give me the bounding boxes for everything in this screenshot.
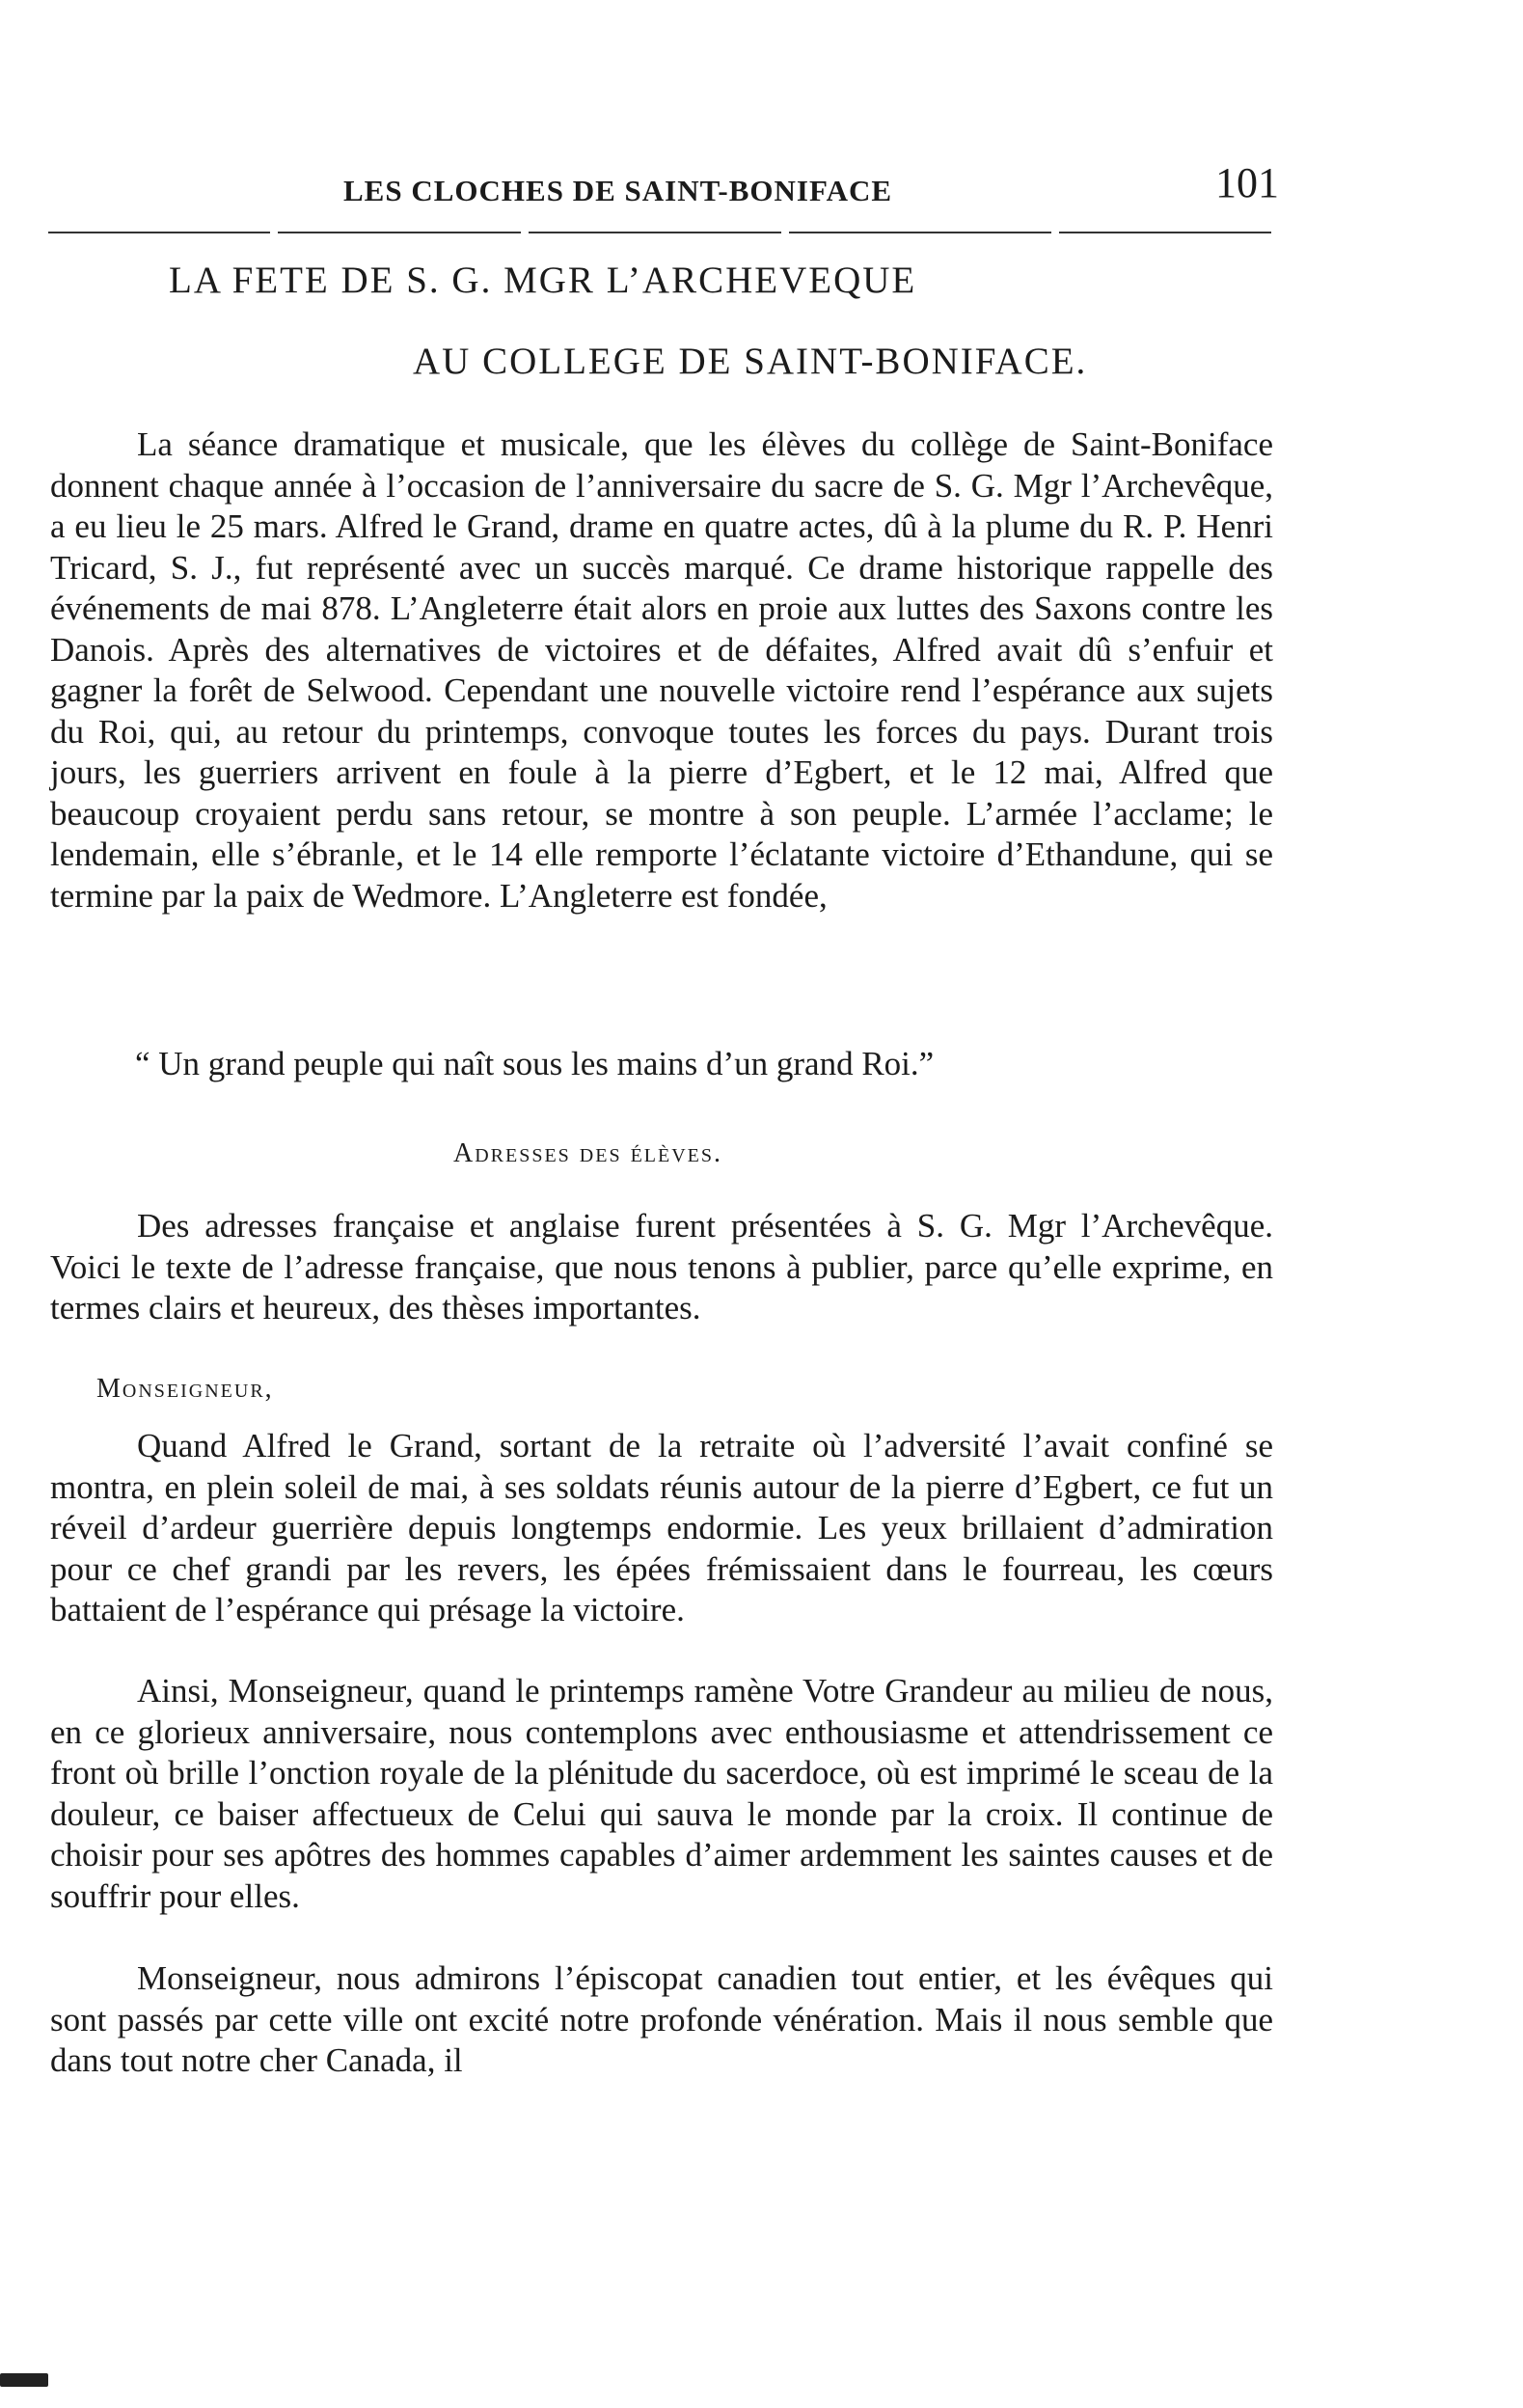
paragraph-1-text: La séance dramatique et musicale, que les élèves du collège de Saint-Boniface donnent chaque année à l’occasion de l’anniversaire du sacre de S. G. Mgr l’Archevêque, a eu lieu le 25 mars. Alfred le Grand, drame en quatre actes, dû à la plume du R. P. Henri Tricard, S. J., fut représenté avec un succès marqué. Ce drame historique rappelle des événements de mai 878. L’Angleterre était alors en proie aux luttes des Saxons contre les Danois. Après des alternatives de victoires et de défaites, Alfred avait dû s’enfuir et gagner la forêt de Selwood. Cependant une nouvelle victoire rend l’espérance aux sujets du Roi, qui, au retour du printemps, convoque toutes les forces du pays. Durant trois jours, les guerriers arrivent en foule à la pierre d’Egbert, et le 12 mai, Alfred que beaucoup croyaient perdu sans retour, se montre à son peuple. L’armée l’acclame; le lendemain, elle s’ébranle, et le 14 elle remporte l’éclatante victoire d’Ethandune, qui se termine par la paix de Wedmore. L’Angleterre est fondée, xyxy=(50,425,1273,915)
paragraph-4-text: Ainsi, Monseigneur, quand le printemps ramène Votre Grandeur au milieu de nous, en ce glorieux anniversaire, nous contemplons avec enthousiasme et attendrissement ce front où brille l’onction royale de la plénitude du sacerdoce, où est imprimé le sceau de la douleur, ce baiser affectueux de Celui qui sauva le monde par la croix. Il continue de choisir pour ses apôtres des hommes capables d’aimer ardemment les saintes causes et de souffrir pour elles. xyxy=(50,1672,1273,1915)
paragraph-5-text: Monseigneur, nous admirons l’épiscopat canadien tout entier, et les évêques qui sont passés par cette ville ont excité notre profonde vénération. Mais il nous semble que dans tout notre cher Canada, il xyxy=(50,1959,1273,2079)
paragraph-2 xyxy=(50,1206,1273,1329)
rule-gap xyxy=(270,231,278,235)
paragraph-5 xyxy=(50,1958,1273,2082)
scan-edge-mark xyxy=(0,2373,48,2387)
running-head xyxy=(64,154,1279,212)
header-rule xyxy=(48,232,1271,233)
rule-gap xyxy=(1051,231,1059,235)
page-number: 101 xyxy=(1215,159,1279,206)
section-heading: Adresses des élèves. xyxy=(453,1138,723,1168)
paragraph-2-text: Des adresses française et anglaise furent présentées à S. G. Mgr l’Archevêque. Voici le texte de l’adresse française, que nous tenons à publier, parce qu’elle exprime, en termes clairs et heureux, des thèses importantes. xyxy=(50,1207,1273,1327)
paragraph-3 xyxy=(50,1426,1273,1631)
paragraph-1 xyxy=(50,424,1273,917)
rule-gap xyxy=(521,231,529,235)
rule-gap xyxy=(781,231,789,235)
paragraph-3-text: Quand Alfred le Grand, sortant de la retraite où l’adversité l’avait confiné se montra, en plein soleil de mai, à ses soldats réunis autour de la pierre d’Egbert, ce fut un réveil d’ardeur guerrière depuis longtemps endormie. Les yeux brillaient d’admiration pour ce chef grandi par les revers, les épées frémissaient dans le fourreau, les cœurs battaient de l’espérance qui présage la victoire. xyxy=(50,1427,1273,1628)
paragraph-4 xyxy=(50,1671,1273,1917)
salutation: Monseigneur, xyxy=(96,1374,274,1404)
article-subtitle: AU COLLEGE DE SAINT-BONIFACE. xyxy=(413,341,1088,382)
quote-line: “ Un grand peuple qui naît sous les mains d’un grand Roi.” xyxy=(135,1045,935,1082)
running-title: LES CLOCHES DE SAINT-BONIFACE xyxy=(343,174,893,207)
article-title: LA FETE DE S. G. MGR L’ARCHEVEQUE xyxy=(169,260,917,301)
